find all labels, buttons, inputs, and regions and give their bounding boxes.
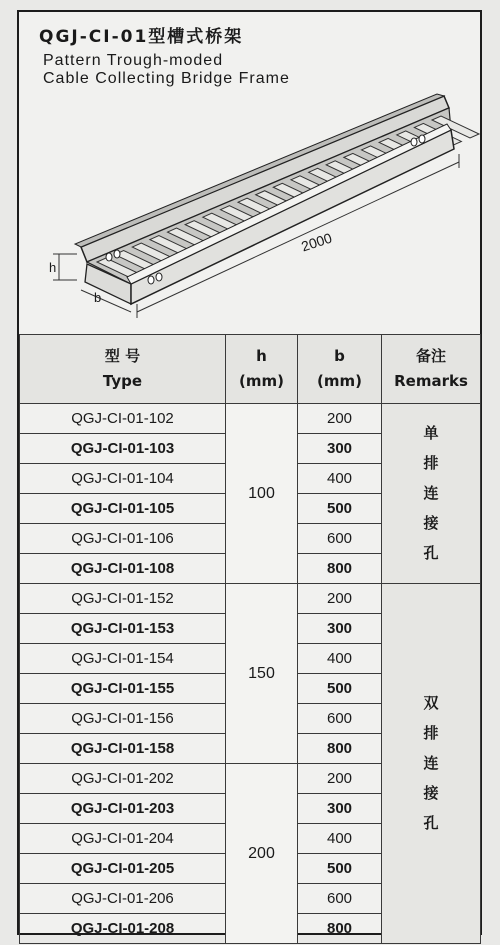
b-value-cell: 200: [298, 584, 382, 614]
table-row: [20, 584, 481, 614]
remark-char: 孔: [423, 544, 439, 562]
b-value-cell: 300: [298, 614, 382, 644]
remark-text: [382, 419, 480, 569]
product-header: [19, 12, 480, 336]
remarks-column-header: [382, 335, 481, 404]
type-cell: QGJ-CI-01-102: [20, 404, 226, 434]
b-value-cell: 800: [298, 734, 382, 764]
table-row: [20, 404, 481, 434]
h-value-cell: 100: [226, 404, 298, 584]
b-value-cell: 200: [298, 404, 382, 434]
type-cell: QGJ-CI-01-106: [20, 524, 226, 554]
type-cell: QGJ-CI-01-208: [20, 914, 226, 944]
b-value-cell: 600: [298, 884, 382, 914]
b-value-cell: 400: [298, 644, 382, 674]
type-cell: QGJ-CI-01-104: [20, 464, 226, 494]
type-cell: QGJ-CI-01-108: [20, 554, 226, 584]
remark-char: 连: [423, 754, 439, 772]
b-value-cell: 800: [298, 554, 382, 584]
b-value-cell: 800: [298, 914, 382, 944]
type-cell: QGJ-CI-01-158: [20, 734, 226, 764]
title-english-line2: Cable Collecting Bridge Frame: [43, 70, 290, 87]
remark-cell: [382, 584, 481, 944]
b-value-cell: 400: [298, 464, 382, 494]
remarks-header-cn: 备注: [415, 347, 446, 365]
remark-char: 接: [423, 514, 439, 532]
b-value-cell: 400: [298, 824, 382, 854]
type-cell: QGJ-CI-01-205: [20, 854, 226, 884]
h-column-header: [226, 335, 298, 404]
width-dimension-label: b: [94, 290, 102, 305]
b-value-cell: 200: [298, 764, 382, 794]
h-value-cell: 150: [226, 584, 298, 764]
h-value-cell: 200: [226, 764, 298, 944]
type-cell: QGJ-CI-01-154: [20, 644, 226, 674]
remark-char: 双: [423, 694, 439, 712]
remark-char: 接: [423, 784, 439, 802]
table-body: [20, 404, 481, 944]
type-cell: QGJ-CI-01-204: [20, 824, 226, 854]
b-value-cell: 500: [298, 494, 382, 524]
b-value-cell: 600: [298, 524, 382, 554]
height-dimension-label: h: [49, 260, 57, 275]
remark-char: 连: [423, 484, 439, 502]
type-cell: QGJ-CI-01-202: [20, 764, 226, 794]
remark-cell: [382, 404, 481, 584]
title-chinese: QGJ-CI-01型槽式桥架: [39, 27, 244, 47]
remark-text: [382, 689, 480, 839]
remark-char: 排: [423, 724, 439, 742]
title-english-line1: Pattern Trough-moded: [43, 52, 224, 69]
table-header-row: [20, 335, 481, 404]
spec-table: [19, 334, 481, 944]
h-header-label: h: [256, 347, 267, 365]
type-cell: QGJ-CI-01-152: [20, 584, 226, 614]
type-cell: QGJ-CI-01-103: [20, 434, 226, 464]
length-dimension-label: 2000: [299, 229, 334, 255]
type-header-en: Type: [102, 372, 143, 390]
b-value-cell: 600: [298, 704, 382, 734]
remark-char: 孔: [423, 814, 439, 832]
type-cell: QGJ-CI-01-203: [20, 794, 226, 824]
type-cell: QGJ-CI-01-156: [20, 704, 226, 734]
b-value-cell: 500: [298, 674, 382, 704]
b-value-cell: 300: [298, 794, 382, 824]
type-column-header: [20, 335, 226, 404]
b-header-label: b: [334, 347, 345, 365]
cable-tray-drawing: [19, 12, 480, 334]
b-value-cell: 500: [298, 854, 382, 884]
type-cell: QGJ-CI-01-155: [20, 674, 226, 704]
type-cell: QGJ-CI-01-206: [20, 884, 226, 914]
b-value-cell: 300: [298, 434, 382, 464]
b-column-header: [298, 335, 382, 404]
type-header-cn: 型 号: [104, 347, 141, 365]
remark-char: 排: [423, 454, 439, 472]
b-header-unit: (mm): [317, 372, 362, 390]
remarks-header-en: Remarks: [394, 372, 468, 390]
h-header-unit: (mm): [239, 372, 284, 390]
spec-sheet: [17, 10, 482, 935]
remark-char: 单: [423, 424, 439, 442]
type-cell: QGJ-CI-01-153: [20, 614, 226, 644]
type-cell: QGJ-CI-01-105: [20, 494, 226, 524]
